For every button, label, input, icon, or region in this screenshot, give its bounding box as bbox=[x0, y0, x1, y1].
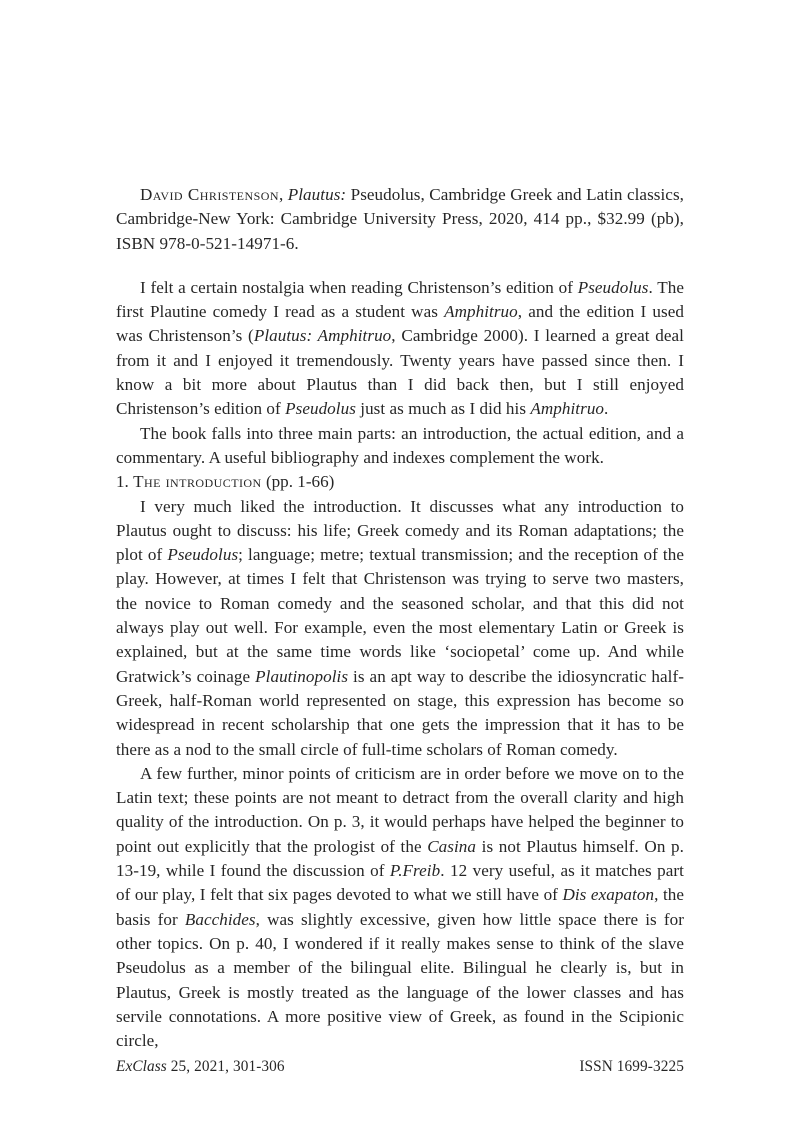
author-last-name: Christenson bbox=[187, 185, 279, 204]
footer-issn: ISSN 1699-3225 bbox=[579, 1058, 684, 1075]
section-number: 1. bbox=[116, 472, 134, 492]
section-title: The introduction bbox=[133, 472, 262, 492]
footer-journal-citation bbox=[116, 1057, 285, 1077]
paragraph-nostalgia: I felt a certain nostalgia when reading Christenson’s edition of Pseudolus. The first Plautine comedy I read as a student was Amphitruo, and the edition I used was Christenson’s (Plautus: Amphitruo, Cambridge 2000). I learned a great deal from it and I enjoyed it tremendously. Twenty years have passed since then. I know a bit more about Plautus than I did back then, but I still enjoyed Christenson’s edition of Pseudolus just as much as I did his Amphitruo. bbox=[116, 277, 684, 419]
article-body bbox=[116, 183, 684, 1053]
section-heading-introduction bbox=[116, 470, 684, 494]
author-first-name: David bbox=[140, 185, 184, 204]
reviewed-work-title: Plautus: bbox=[287, 185, 347, 204]
review-citation-header bbox=[116, 183, 684, 256]
paragraph-minor-criticism: A few further, minor points of criticism are in order before we move on to the Latin text; these points are not meant to detract from the overall clarity and high quality of the introduction. On p. 3, it would perhaps have helped the beginner to point out explicitly that the prologist of the Casina is not Plautus himself. On p. 13-19, while I found the discussion of P.Freib. 12 very useful, as it matches part of our play, I felt that six pages devoted to what we still have of Dis exapaton, the basis for Bacchides, was slightly excessive, given how little space there is for other topics. On p. 40, I wondered if it really makes sense to think of the slave Pseudolus as a member of the bilingual elite. Bilingual he clearly is, but in Plautus, Greek is mostly treated as the language of the lower classes and has servile connotations. A more positive view of Greek, as found in the Scipionic circle, bbox=[116, 763, 685, 1051]
citation-separator: , bbox=[278, 185, 288, 204]
journal-volume-pages: 25, 2021, 301-306 bbox=[166, 1058, 285, 1075]
journal-name: ExClass bbox=[116, 1058, 167, 1075]
paragraph-introduction-review: I very much liked the introduction. It discusses what any introduction to Plautus ought to discuss: his life; Greek comedy and its Roman adaptations; the plot of Pseudolus; language; metre; textual transmission; and the reception of the play. However, at times I felt that Christenson was trying to serve two masters, the novice to Roman comedy and the seasoned scholar, and that this did not always play out well. For example, even the most elementary Latin or Greek is explained, but at the same time words like ‘sociopetal’ come up. And while Gratwick’s coinage Plautinopolis is an apt way to describe the idiosyncratic half-Greek, half-Roman world represented on stage, this expression has become so widespread in recent scholarship that one gets the impression that it has to be there as a nod to the small circle of full-time scholars of Roman comedy. bbox=[116, 496, 684, 759]
page-footer bbox=[116, 1057, 684, 1077]
citation-details: Pseudolus, Cambridge Greek and Latin classics, Cambridge-New York: Cambridge University Press, 2020, 414 pp., $32.99 (pb), ISBN 978-0-521-14971-6. bbox=[116, 185, 684, 253]
section-page-range: (pp. 1-66) bbox=[261, 472, 335, 492]
paragraph-book-structure: The book falls into three main parts: an introduction, the actual edition, and a commentary. A useful bibliography and indexes complement the work. bbox=[116, 423, 684, 467]
review-author-name bbox=[140, 185, 279, 204]
